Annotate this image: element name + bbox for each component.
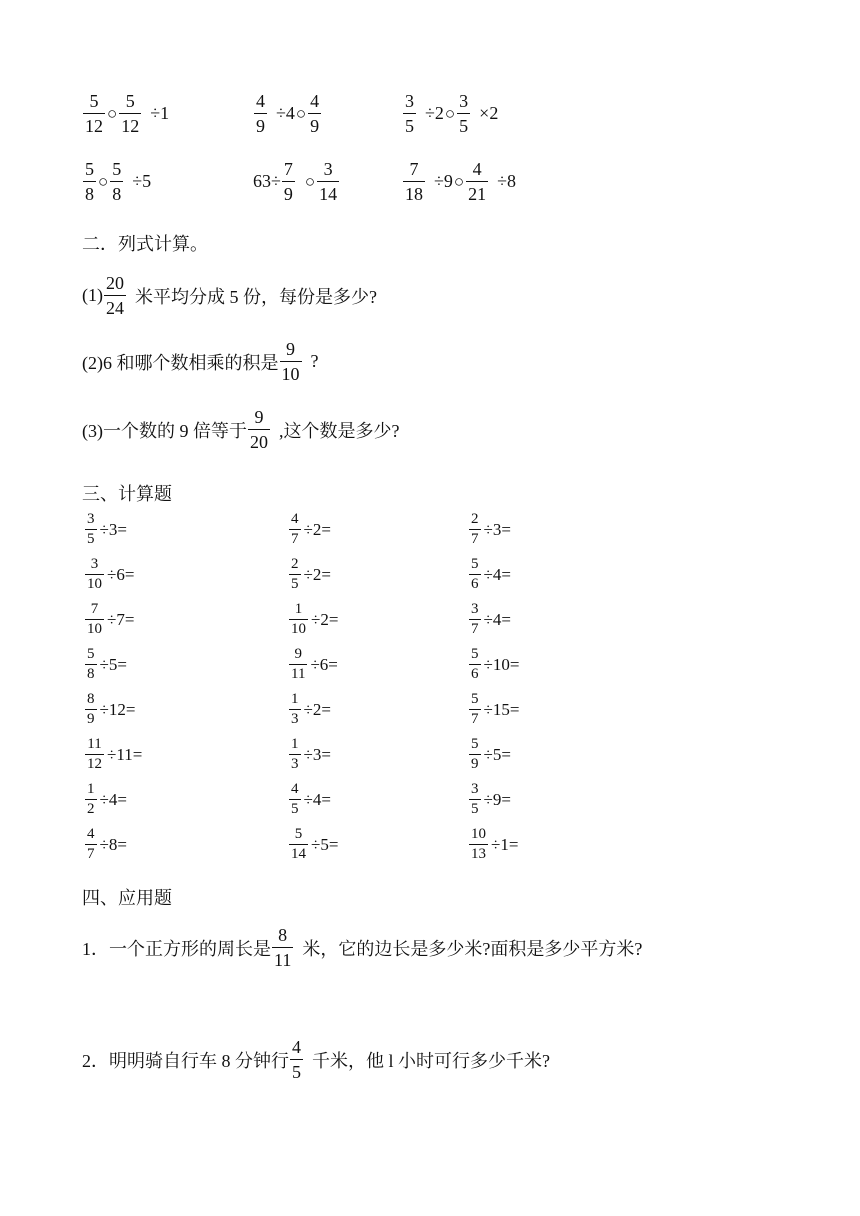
fraction: $\frac{7}{9}$ (283, 159, 293, 204)
calc-item (84, 827, 127, 862)
fraction: $\frac{1}{2}$ (87, 781, 95, 817)
calc-item (84, 692, 135, 727)
fraction: $\frac{2}{5}$ (291, 556, 299, 592)
operator-text: ÷4= (303, 789, 331, 809)
compare-item (402, 160, 516, 203)
operator-text: ÷7= (107, 609, 135, 629)
calc-item (84, 647, 127, 682)
compare-item (82, 160, 151, 203)
fraction: $\frac{11}{12}$ (87, 736, 102, 772)
operator-text: ÷2= (303, 564, 331, 584)
fraction: $\frac{5}{12}$ (121, 91, 140, 136)
fraction: $\frac{9}{20}$ (250, 407, 268, 452)
compare-circle[interactable]: ○ (453, 171, 465, 191)
fraction: $\frac{5}{8}$ (112, 159, 122, 204)
calc-item (468, 737, 511, 772)
application-question: 2．明明骑自行车 8 分钟行 $\frac{4}{5}$ 千米，他 l 小时可行多少千米? (82, 1037, 550, 1082)
operator-text: ÷11= (107, 744, 143, 764)
operator-text: ÷9 (434, 171, 453, 191)
calc-item (468, 512, 511, 547)
operator-text: ÷5= (483, 744, 511, 764)
calc-item (84, 557, 134, 592)
operator-text: ÷5 (132, 171, 152, 191)
operator-text: ÷4= (483, 564, 511, 584)
operator-text: ÷5= (311, 834, 339, 854)
fraction: $\frac{3}{5}$ (459, 91, 469, 136)
fraction: $\frac{1}{3}$ (291, 736, 299, 772)
question-item: (3)一个数的 9 倍等于 $\frac{9}{20}$ ,这个数是多少? (82, 407, 400, 452)
calc-item (84, 737, 142, 772)
calc-item (288, 692, 331, 727)
fraction: $\frac{4}{21}$ (468, 159, 487, 204)
fraction: $\frac{4}{5}$ (292, 1037, 301, 1082)
operator-text: ÷3= (303, 744, 331, 764)
operator-text: ÷2 (425, 103, 444, 123)
compare-circle[interactable]: ○ (444, 103, 456, 123)
compare-circle[interactable]: ○ (107, 103, 118, 123)
fraction: $\frac{20}{24}$ (106, 273, 124, 318)
fraction: $\frac{5}{7}$ (471, 691, 479, 727)
fraction: $\frac{7}{18}$ (405, 159, 423, 204)
fraction: $\frac{1}{10}$ (291, 601, 306, 637)
calc-item (468, 557, 511, 592)
fraction: $\frac{5}{9}$ (471, 736, 479, 772)
calc-item (468, 692, 519, 727)
operator-text: ÷3= (483, 519, 511, 539)
compare-item (82, 92, 169, 135)
operator-text: ÷2= (303, 519, 331, 539)
operator-text: ÷1= (491, 834, 519, 854)
fraction: $\frac{9}{10}$ (281, 339, 300, 384)
section-title: 四、应用题 (82, 888, 172, 908)
compare-circle[interactable]: ○ (295, 103, 307, 123)
fraction: $\frac{4}{7}$ (87, 826, 95, 862)
fraction: $\frac{5}{12}$ (85, 91, 103, 136)
operator-text: ÷12= (99, 699, 136, 719)
compare-circle[interactable]: ○ (304, 171, 316, 191)
operator-text: ÷1 (150, 103, 170, 123)
calc-item (468, 827, 518, 862)
calc-item (468, 647, 519, 682)
application-question: 1．一个正方形的周长是 $\frac{8}{11}$ 米，它的边长是多少米?面积是多少平方米? (82, 925, 643, 970)
fraction: $\frac{3}{14}$ (319, 159, 338, 204)
calc-item (468, 602, 511, 637)
calc-item (84, 602, 134, 637)
question-item: (2)6 和哪个数相乘的积是 $\frac{9}{10}$ ? (82, 339, 319, 384)
operator-text: ÷4= (483, 609, 511, 629)
operator-text: ÷5= (99, 654, 127, 674)
fraction: $\frac{4}{7}$ (291, 511, 299, 547)
operator-text: ÷15= (483, 699, 520, 719)
fraction: $\frac{4}{9}$ (310, 91, 320, 136)
operator-text: ÷8= (99, 834, 127, 854)
calc-item (288, 557, 331, 592)
operator-text: ÷3= (99, 519, 127, 539)
calc-item (288, 512, 331, 547)
fraction: $\frac{8}{11}$ (274, 925, 292, 970)
operator-text: ×2 (479, 103, 499, 123)
compare-circle[interactable]: ○ (98, 171, 109, 191)
compare-item (253, 92, 322, 135)
compare-item (253, 160, 340, 203)
operator-text: ÷2= (311, 609, 339, 629)
operator-text: ÷10= (483, 654, 520, 674)
operator-text: ÷6= (107, 564, 135, 584)
operator-text: ÷2= (303, 699, 331, 719)
fraction: $\frac{10}{13}$ (471, 826, 486, 862)
section-title: 三、计算题 (82, 484, 172, 504)
fraction: $\frac{3}{5}$ (471, 781, 479, 817)
operator-text: ÷6= (310, 654, 338, 674)
compare-item (402, 92, 498, 135)
fraction: $\frac{3}{5}$ (87, 511, 95, 547)
calc-item (84, 782, 127, 817)
operator-text: ÷9= (483, 789, 511, 809)
fraction: $\frac{3}{10}$ (87, 556, 102, 592)
fraction: $\frac{5}{8}$ (87, 646, 95, 682)
calc-item (288, 737, 331, 772)
calc-item (288, 647, 338, 682)
calc-item (288, 602, 338, 637)
fraction: $\frac{3}{7}$ (471, 601, 479, 637)
fraction: $\frac{3}{5}$ (405, 91, 414, 136)
calc-item (84, 512, 127, 547)
section-title: 二．列式计算。 (82, 234, 208, 254)
fraction: $\frac{5}{6}$ (471, 646, 479, 682)
fraction: $\frac{4}{9}$ (256, 91, 265, 136)
fraction: $\frac{1}{3}$ (291, 691, 299, 727)
fraction: $\frac{5}{6}$ (471, 556, 479, 592)
fraction: $\frac{5}{8}$ (85, 159, 94, 204)
fraction: $\frac{4}{5}$ (291, 781, 299, 817)
fraction: $\frac{9}{11}$ (291, 646, 306, 682)
calc-item (288, 827, 338, 862)
operator-text: ÷8 (497, 171, 517, 191)
fraction: $\frac{2}{7}$ (471, 511, 479, 547)
fraction: $\frac{7}{10}$ (87, 601, 102, 637)
fraction: $\frac{5}{14}$ (291, 826, 306, 862)
question-item: (1) $\frac{20}{24}$ 米平均分成 5 份，每份是多少? (82, 273, 377, 318)
calc-item (468, 782, 511, 817)
operator-text: ÷4 (276, 103, 295, 123)
calc-item (288, 782, 331, 817)
operator-text: ÷4= (99, 789, 127, 809)
operator-text: 63÷ (253, 171, 281, 191)
fraction: $\frac{8}{9}$ (87, 691, 95, 727)
